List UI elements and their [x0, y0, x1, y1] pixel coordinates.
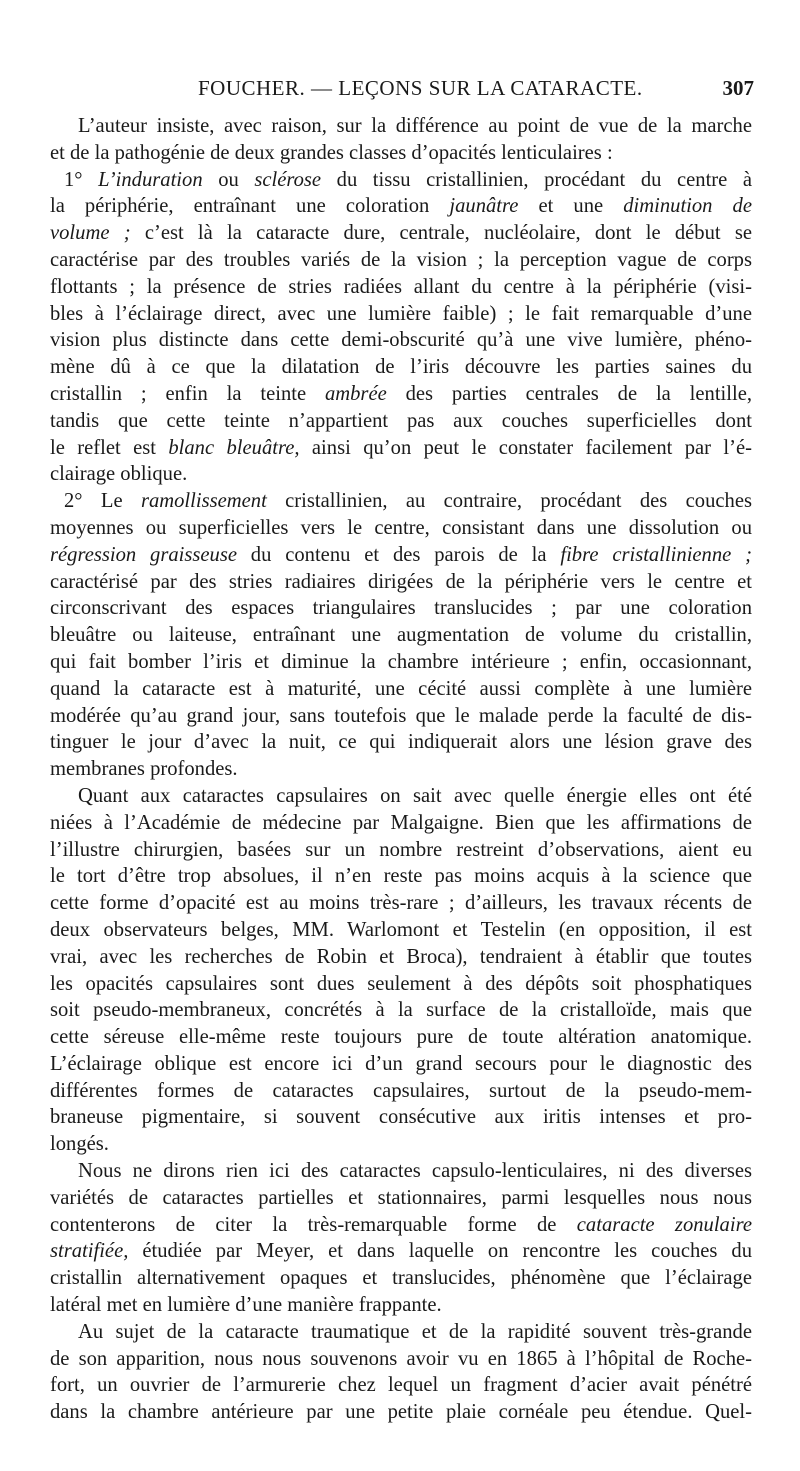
italic-term: volume ;	[50, 222, 131, 245]
text-line	[50, 810, 752, 837]
text-line	[50, 220, 752, 247]
text-segment: membranes profondes.	[50, 758, 238, 781]
page-number: 307	[722, 76, 754, 100]
text-line	[50, 515, 752, 542]
italic-term: jaunâtre	[449, 195, 519, 218]
text-segment: latéral met en lumière d’une manière frappante.	[50, 1294, 442, 1317]
text-segment: qui fait bomber l’iris et diminue la chambre intérieure ; enfin, occasionnant,	[50, 650, 752, 673]
text-segment: quand la cataracte est à maturité, une cécité aussi complète à une lumière	[50, 677, 752, 700]
text-segment: et une	[518, 195, 624, 218]
text-line	[50, 408, 752, 435]
text-line	[50, 327, 752, 354]
text-segment: Quant aux cataractes capsulaires on sait avec quelle énergie elles ont été	[78, 784, 752, 807]
text-line	[50, 1131, 752, 1158]
text-segment: 1°	[64, 168, 99, 191]
text-line	[50, 247, 752, 274]
text-segment: contenterons de citer la très-remarquable forme de	[50, 1213, 577, 1236]
text-segment: vrai, avec les recherches de Robin et Broca), tendraient à établir que toutes	[50, 945, 752, 968]
text-segment: des parties centrales de la lentille,	[386, 382, 752, 405]
page-header	[50, 76, 754, 106]
italic-term: ramollissement	[140, 490, 267, 513]
text-segment: clairage oblique.	[50, 463, 188, 486]
italic-term: stratifiée,	[50, 1240, 129, 1263]
text-line	[50, 756, 752, 783]
text-segment: ainsi qu’on peut le constater facilement par l’é-	[299, 436, 752, 459]
text-segment: cristallinien, au contraire, procédant des couches	[266, 490, 752, 513]
text-segment: Nous ne dirons rien ici des cataractes capsulo-lenticulaires, ni des diverses	[78, 1160, 752, 1183]
text-line	[50, 729, 752, 756]
text-line	[50, 1238, 752, 1265]
text-segment: niées à l’Académie de médecine par Malgaigne. Bien que les affirmations de	[50, 811, 752, 834]
text-segment: différentes formes de cataractes capsulaires, surtout de la pseudo-mem-	[50, 1079, 752, 1102]
text-line	[50, 837, 752, 864]
text-segment: tinguer le jour d’avec la nuit, ce qui indiquerait alors une lésion grave des	[50, 731, 752, 754]
text-line	[50, 703, 752, 730]
text-line	[50, 997, 752, 1024]
text-segment: cristallin alternativement opaques et translucides, phénomène que l’éclairage	[50, 1267, 752, 1290]
text-segment: c’est là la cataracte dure, centrale, nucléolaire, dont le début se	[130, 222, 752, 245]
text-segment: deux observateurs belges, MM. Warlomont et Testelin (en opposition, il est	[50, 918, 752, 941]
text-line	[50, 193, 752, 220]
text-segment: 2° Le	[64, 490, 141, 513]
text-segment: bleuâtre ou laiteuse, entraînant une augmentation de volume du cristallin,	[50, 624, 752, 647]
italic-term: fibre cristallinienne ;	[560, 543, 752, 566]
text-segment: modérée qu’au grand jour, sans toutefois que le malade perde la faculté de dis-	[50, 704, 752, 727]
text-segment: fort, un ouvrier de l’armurerie chez lequel un fragment d’acier avait pénétré	[50, 1374, 752, 1397]
text-segment: cette forme d’opacité est au moins très-rare ; d’ailleurs, les travaux récents de	[50, 892, 752, 915]
text-segment: tandis que cette teinte n’appartient pas aux couches superficielles dont	[50, 409, 752, 432]
text-segment: de son apparition, nous nous souvenons avoir vu en 1865 à l’hôpital de Roche-	[50, 1347, 752, 1370]
text-line	[50, 167, 752, 194]
text-line	[50, 676, 752, 703]
text-line	[50, 354, 752, 381]
text-line	[50, 1346, 752, 1373]
text-line	[50, 1292, 752, 1319]
text-line	[50, 1024, 752, 1051]
text-segment: moyennes ou superficielles vers le centre, consistant dans une dissolution ou	[50, 516, 752, 539]
text-segment: longés.	[50, 1133, 109, 1156]
italic-term: sclérose	[254, 168, 322, 191]
text-segment: le reflet est	[50, 436, 169, 459]
text-segment: caractérisé par des stries radiaires dirigées de la périphérie vers le centre et	[50, 570, 752, 593]
text-line	[50, 783, 752, 810]
text-segment: étudiée par Meyer, et dans laquelle on rencontre les couches du	[128, 1240, 752, 1263]
text-line	[50, 649, 752, 676]
text-segment: cette séreuse elle-même reste toujours pure de toute altération anatomique.	[50, 1026, 752, 1049]
text-line	[50, 435, 752, 462]
text-segment: flottants ; la présence de stries radiées allant du centre à la périphérie (visi-	[50, 275, 752, 298]
text-line	[50, 113, 752, 140]
text-segment: bles à l’éclairage direct, avec une lumière faible) ; le fait remarquable d’une	[50, 302, 752, 325]
italic-term: blanc bleuâtre,	[168, 436, 300, 459]
text-line	[50, 917, 752, 944]
text-line	[50, 595, 752, 622]
text-line	[50, 944, 752, 971]
italic-term: régression graisseuse	[50, 543, 237, 566]
text-segment: braneuse pigmentaire, si souvent consécutive aux iritis intenses et pro-	[50, 1106, 752, 1129]
running-head: FOUCHER. — LEÇONS SUR LA CATARACTE.	[198, 76, 643, 100]
text-line	[50, 569, 752, 596]
text-segment: vision plus distincte dans cette demi-obscurité qu’à une vive lumière, phéno-	[50, 329, 752, 352]
text-segment: caractérise par des troubles variés de la vision ; la perception vague de corps	[50, 248, 752, 271]
text-segment: les opacités capsulaires sont dues seulement à des dépôts soit phosphatiques	[50, 972, 752, 995]
text-line	[50, 1372, 752, 1399]
text-line	[50, 890, 752, 917]
text-line	[50, 140, 752, 167]
text-segment: du tissu cristallinien, procédant du centre à	[321, 168, 752, 191]
text-line	[50, 488, 752, 515]
text-line	[50, 1319, 752, 1346]
text-segment: soit pseudo-membraneux, concrétés à la surface de la cristalloïde, mais que	[50, 999, 752, 1022]
text-segment: circonscrivant des espaces triangulaires translucides ; par une coloration	[50, 597, 752, 620]
text-line	[50, 1078, 752, 1105]
text-segment: le tort d’être trop absolues, il n’en reste pas moins acquis à la science que	[50, 865, 752, 888]
text-segment: et de la pathogénie de deux grandes classes d’opacités lenticulaires :	[50, 141, 613, 164]
text-line	[50, 1104, 752, 1131]
text-line	[50, 1158, 752, 1185]
text-line	[50, 863, 752, 890]
text-segment: L’éclairage oblique est encore ici d’un grand secours pour le diagnostic des	[50, 1052, 752, 1075]
text-line	[50, 971, 752, 998]
text-line	[50, 622, 752, 649]
text-line	[50, 1185, 752, 1212]
text-line	[50, 381, 752, 408]
text-segment: Au sujet de la cataracte traumatique et de la rapidité souvent très-grande	[78, 1320, 752, 1343]
text-segment: cristallin ; enfin la teinte	[50, 382, 325, 405]
text-line	[50, 542, 752, 569]
text-line	[50, 1265, 752, 1292]
text-line	[50, 1399, 752, 1426]
text-segment: du contenu et des parois de la	[236, 543, 561, 566]
text-line	[50, 301, 752, 328]
italic-term: diminution de	[623, 195, 752, 218]
text-line	[50, 1051, 752, 1078]
text-segment: variétés de cataractes partielles et stationnaires, parmi lesquelles nous nous	[50, 1186, 752, 1209]
italic-term: L’induration	[98, 168, 203, 191]
body-text	[50, 113, 752, 1426]
text-segment: ou	[202, 168, 255, 191]
text-segment: dans la chambre antérieure par une petite plaie cornéale peu étendue. Quel-	[50, 1401, 752, 1424]
text-segment: L’auteur insiste, avec raison, sur la différence au point de vue de la marche	[78, 115, 752, 137]
text-segment: mène dû à ce que la dilatation de l’iris découvre les parties saines du	[50, 356, 752, 379]
italic-term: cataracte zonulaire	[576, 1213, 752, 1236]
text-line	[50, 1212, 752, 1239]
italic-term: ambrée	[324, 382, 387, 405]
text-line	[50, 461, 752, 488]
text-segment: la périphérie, entraînant une coloration	[50, 195, 450, 218]
text-segment: l’illustre chirurgien, basées sur un nombre restreint d’observations, aient eu	[50, 838, 752, 861]
text-line	[50, 274, 752, 301]
